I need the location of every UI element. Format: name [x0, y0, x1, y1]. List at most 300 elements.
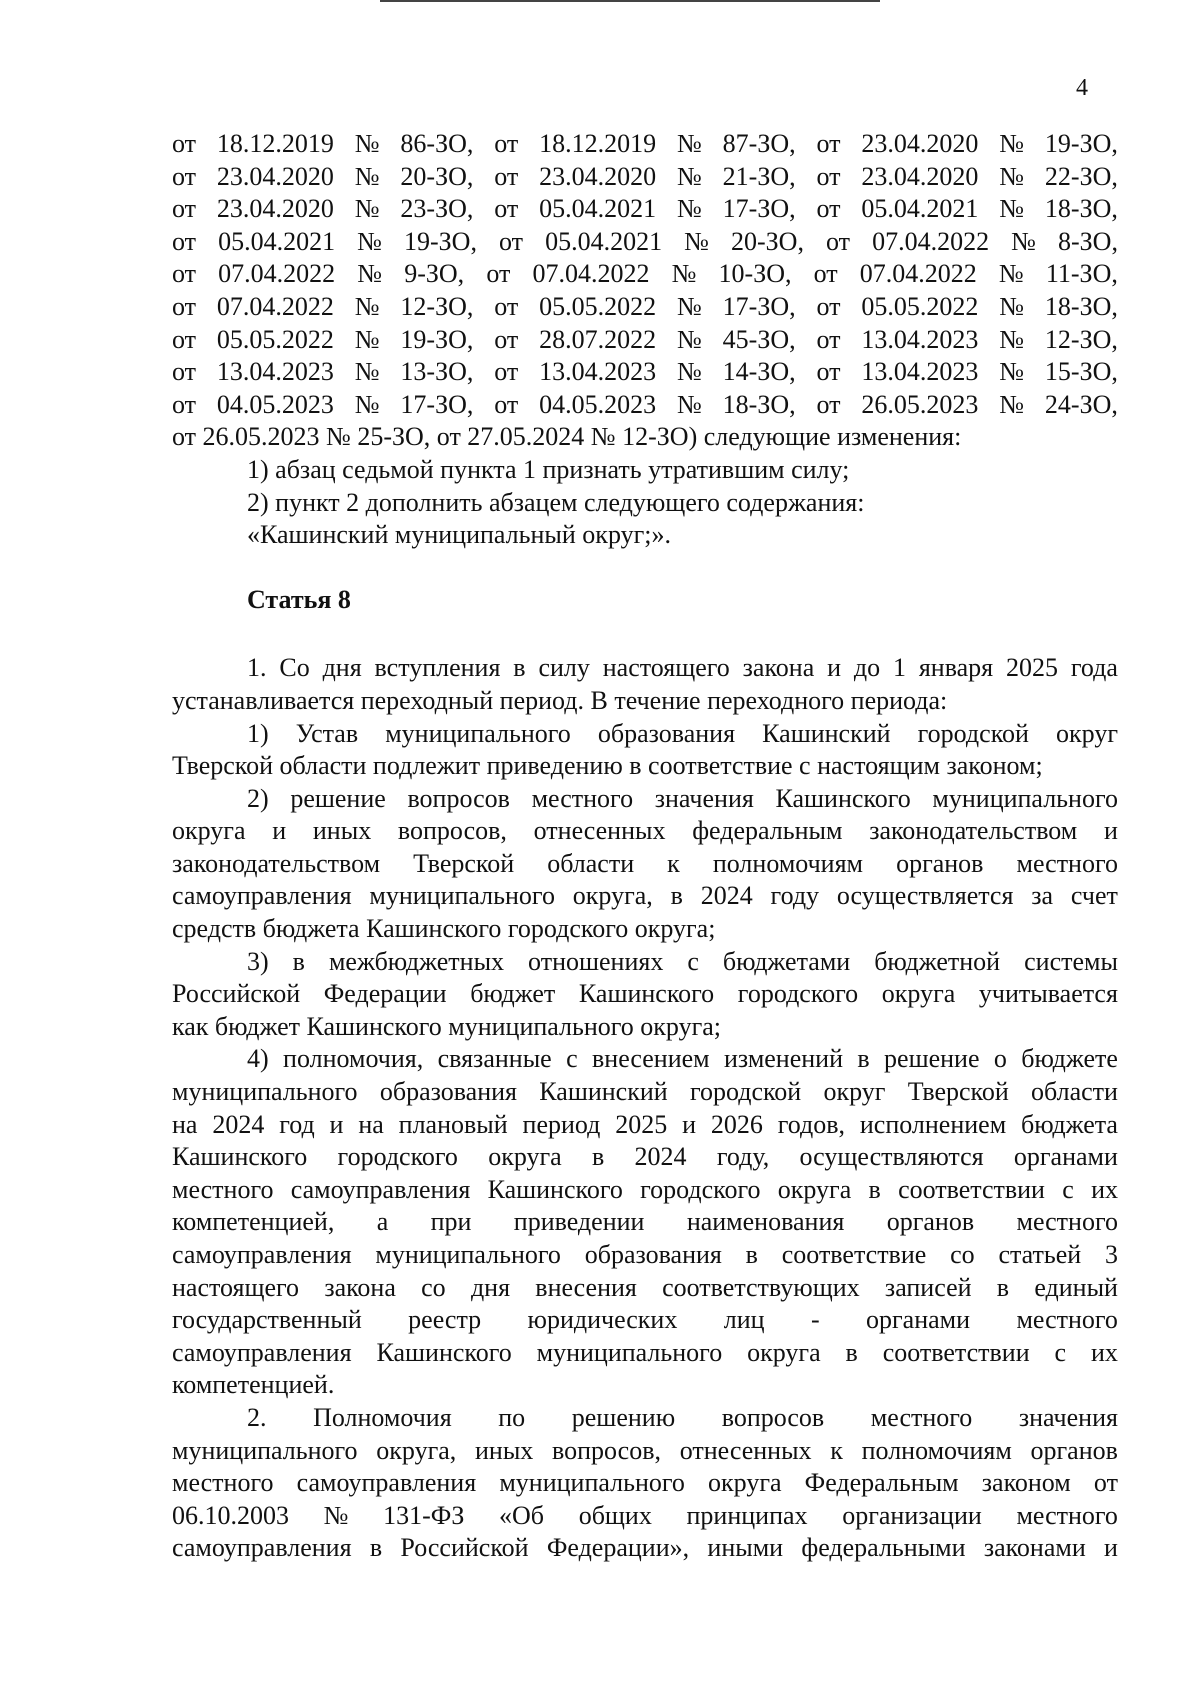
- article-p1-line: устанавливается переходный период. В течение переходного периода:: [172, 685, 948, 715]
- word: муниципального: [499, 1468, 685, 1498]
- word: плановый: [398, 1109, 508, 1139]
- word: округа,: [572, 881, 653, 911]
- word: принципах: [686, 1500, 808, 1530]
- word: Кашинский: [539, 1077, 668, 1107]
- law-references: [172, 128, 1118, 421]
- word: решение: [290, 783, 386, 813]
- reference-word: 8-ЗО,: [1057, 226, 1118, 256]
- reference-word: 9-ЗО,: [404, 259, 465, 289]
- word: 3): [247, 946, 269, 976]
- word: иных: [475, 1435, 534, 1465]
- word: 1): [247, 718, 269, 748]
- word: 2025: [615, 1109, 668, 1139]
- word: местного: [870, 1402, 973, 1432]
- reference-word: 05.05.2022: [861, 291, 979, 321]
- reference-word: 04.05.2023: [216, 389, 334, 419]
- word: муниципального: [369, 881, 555, 911]
- word: самоуправления: [172, 1533, 352, 1563]
- reference-word: 18-ЗО,: [1044, 194, 1118, 224]
- word: приведении: [513, 1207, 645, 1237]
- word: реестр: [408, 1305, 482, 1335]
- subitem-4-line: [172, 1174, 1118, 1207]
- subitem-3-line: [172, 978, 1118, 1011]
- word: на: [172, 1109, 198, 1139]
- reference-word: от: [494, 129, 519, 158]
- word: 2024: [700, 881, 753, 911]
- word: соответствующих: [662, 1272, 860, 1302]
- word: с: [566, 1044, 578, 1074]
- subitem-4-line: [172, 1109, 1118, 1142]
- word: единый: [1034, 1272, 1118, 1302]
- word: бюджетами: [722, 946, 851, 976]
- reference-word: 19-ЗО,: [403, 226, 477, 256]
- word: в: [369, 1533, 383, 1563]
- word: местного: [1016, 1500, 1118, 1530]
- word: вопросов: [721, 1402, 825, 1432]
- word: полномочиям: [861, 1435, 1012, 1465]
- reference-word: №: [677, 129, 702, 158]
- reference-word: №: [677, 194, 702, 224]
- word: округа,: [376, 1435, 457, 1465]
- word: Со: [279, 653, 310, 683]
- word: 2025: [1006, 653, 1058, 683]
- reference-word: №: [354, 129, 380, 158]
- word: Кашинского: [172, 1142, 308, 1172]
- word: их: [1090, 1337, 1118, 1367]
- word: -: [810, 1305, 820, 1335]
- references-last-line: от 26.05.2023 № 25-ЗО, от 27.05.2024 № 12-ЗО) следующие изменения:: [172, 422, 962, 452]
- word: внесения: [535, 1272, 637, 1302]
- word: с: [1062, 1174, 1074, 1204]
- reference-word: 05.05.2022: [539, 291, 657, 321]
- word: за: [1031, 881, 1054, 911]
- reference-word: 28.07.2022: [539, 324, 657, 354]
- reference-word: от: [816, 389, 841, 419]
- word: Кашинского: [376, 1337, 512, 1367]
- word: в: [857, 1044, 870, 1074]
- reference-word: №: [677, 357, 702, 387]
- word: году,: [716, 1142, 770, 1172]
- reference-word: от: [494, 324, 519, 354]
- word: записей: [884, 1272, 972, 1302]
- reference-word: от: [816, 161, 841, 191]
- word: бюджетной: [874, 946, 1001, 976]
- reference-word: от: [172, 324, 197, 354]
- word: при: [430, 1207, 472, 1237]
- word: законами: [983, 1533, 1086, 1563]
- word: городского: [337, 1142, 458, 1172]
- page-number: 4: [1076, 75, 1088, 101]
- word: законодательством: [172, 848, 381, 878]
- word: области: [1031, 1077, 1118, 1107]
- reference-word: №: [999, 324, 1025, 354]
- word: статьей: [998, 1240, 1082, 1269]
- word: 2): [247, 783, 269, 813]
- word: исполнением: [859, 1109, 1007, 1139]
- word: Российской: [172, 979, 301, 1009]
- word: о: [993, 1044, 1007, 1074]
- word: самоуправления: [172, 1240, 352, 1269]
- reference-word: от: [172, 161, 197, 191]
- reference-word: №: [999, 161, 1025, 191]
- word: силу: [538, 653, 590, 683]
- reference-word: от: [494, 357, 519, 387]
- reference-word: №: [354, 194, 380, 224]
- word: настоящего: [602, 653, 730, 683]
- reference-word: от: [816, 324, 841, 354]
- word: иных: [312, 816, 372, 846]
- word: изменений: [724, 1044, 844, 1074]
- word: с: [1054, 1337, 1067, 1367]
- subitem-4-line: [172, 1206, 1118, 1239]
- word: межбюджетных: [328, 946, 505, 976]
- reference-word: 07.04.2022: [872, 226, 990, 256]
- word: отнесенных: [679, 1435, 812, 1465]
- word: настоящего: [172, 1272, 300, 1302]
- change-item-1: 1) абзац седьмой пункта 1 признать утратившим силу;: [247, 454, 850, 484]
- reference-word: 21-ЗО,: [722, 161, 796, 191]
- reference-word: 04.05.2023: [539, 389, 657, 419]
- word: учитывается: [978, 979, 1118, 1009]
- word: государственный: [172, 1305, 362, 1335]
- word: вопросов,: [552, 1435, 661, 1465]
- subitem-2-line: [172, 783, 1118, 816]
- word: иными: [707, 1533, 784, 1563]
- word: полномочия,: [283, 1044, 424, 1074]
- reference-word: 12-ЗО,: [1044, 324, 1118, 354]
- reference-word: 13-ЗО,: [400, 357, 474, 387]
- word: внесением: [592, 1044, 710, 1074]
- reference-word: 13.04.2023: [216, 357, 334, 387]
- word: соответствие: [781, 1240, 927, 1269]
- reference-word: 07.04.2022: [532, 259, 650, 289]
- reference-word: №: [357, 259, 383, 289]
- article-p2-line: [172, 1500, 1118, 1533]
- word: в: [996, 1272, 1010, 1302]
- reference-word: №: [354, 291, 380, 321]
- word: Федерации»,: [546, 1533, 690, 1563]
- word: вступления: [374, 653, 501, 683]
- subitem-1-line: Тверской области подлежит приведению в соответствие с настоящим законом;: [172, 751, 1043, 781]
- reference-word: от: [172, 194, 197, 224]
- word: 2026: [710, 1109, 763, 1139]
- reference-word: 18-ЗО,: [1044, 291, 1118, 321]
- word: наименования: [686, 1207, 845, 1237]
- word: и: [827, 653, 842, 683]
- word: в: [745, 1240, 758, 1269]
- word: общих: [578, 1500, 652, 1530]
- word: января: [918, 653, 994, 683]
- word: соответствии: [882, 1337, 1030, 1367]
- reference-word: от: [172, 259, 197, 289]
- reference-word: 07.04.2022: [218, 259, 336, 289]
- reference-word: от: [813, 259, 838, 289]
- subitem-4-line: компетенцией.: [172, 1370, 335, 1400]
- reference-word: №: [677, 324, 702, 354]
- word: по: [498, 1402, 526, 1432]
- word: органами: [1013, 1142, 1118, 1172]
- word: 2.: [247, 1402, 267, 1432]
- reference-word: №: [999, 291, 1025, 321]
- reference-word: 05.04.2021: [539, 194, 657, 224]
- word: их: [1091, 1174, 1118, 1204]
- word: вопросов,: [397, 816, 507, 846]
- word: связанные: [437, 1044, 552, 1074]
- reference-word: от: [816, 129, 841, 158]
- word: муниципального: [536, 1337, 723, 1367]
- reference-word: 18-ЗО,: [722, 389, 796, 419]
- word: городской: [689, 1077, 802, 1107]
- reference-word: 20-ЗО,: [730, 226, 804, 256]
- word: со: [421, 1272, 446, 1302]
- word: образования: [584, 1240, 722, 1269]
- word: счет: [1070, 881, 1118, 911]
- reference-word: от: [172, 389, 197, 419]
- reference-line: [172, 193, 1118, 226]
- word: с: [687, 946, 699, 976]
- reference-word: №: [357, 226, 382, 256]
- word: округа: [777, 1174, 852, 1204]
- word: юридических: [527, 1305, 678, 1335]
- reference-word: от: [172, 291, 197, 321]
- word: местного: [1016, 1305, 1118, 1335]
- word: от: [1093, 1468, 1118, 1498]
- reference-word: №: [677, 389, 702, 419]
- reference-word: 19-ЗО,: [1044, 129, 1118, 158]
- subitem-2-line: [172, 815, 1118, 848]
- word: бюджете: [1021, 1044, 1118, 1074]
- word: 4): [247, 1044, 269, 1074]
- word: муниципального: [172, 1435, 358, 1465]
- reference-word: от: [816, 194, 841, 224]
- word: период: [522, 1109, 601, 1139]
- word: органами: [866, 1305, 971, 1335]
- reference-word: №: [999, 389, 1025, 419]
- word: 131-ФЗ: [383, 1500, 465, 1530]
- reference-word: 23.04.2020: [539, 161, 657, 191]
- word: образования: [597, 718, 736, 748]
- reference-word: 13.04.2023: [861, 324, 979, 354]
- word: осуществляется: [836, 881, 1014, 911]
- word: Тверской: [413, 848, 515, 878]
- word: бюджет: [470, 979, 556, 1009]
- word: Полномочия: [313, 1402, 452, 1432]
- reference-word: №: [671, 259, 697, 289]
- word: 2024: [212, 1109, 265, 1139]
- reference-word: №: [354, 324, 380, 354]
- reference-word: от: [494, 291, 519, 321]
- word: в: [591, 1142, 605, 1172]
- reference-word: от: [826, 226, 851, 256]
- word: области: [547, 848, 635, 878]
- word: местного: [531, 783, 634, 813]
- reference-word: 19-ЗО,: [400, 324, 474, 354]
- word: Устав: [295, 718, 359, 748]
- word: законодательством: [869, 816, 1078, 846]
- reference-line: [172, 389, 1118, 422]
- reference-word: 26.05.2023: [861, 389, 979, 419]
- reference-word: от: [816, 357, 841, 387]
- word: осуществляются: [799, 1142, 984, 1172]
- word: местного: [172, 1174, 274, 1204]
- subitem-4-line: [172, 1141, 1118, 1174]
- reference-word: 23-ЗО,: [400, 194, 474, 224]
- word: городского: [640, 1174, 761, 1204]
- word: местного: [1016, 848, 1118, 878]
- reference-word: 17-ЗО,: [722, 194, 796, 224]
- reference-word: 20-ЗО,: [400, 161, 474, 191]
- reference-line: [172, 356, 1118, 389]
- word: органов: [886, 1207, 975, 1237]
- word: в: [670, 881, 683, 911]
- subitem-4-line: [172, 1337, 1118, 1370]
- reference-word: от: [172, 129, 197, 158]
- word: и: [1104, 816, 1118, 846]
- word: округ: [1056, 718, 1118, 748]
- subitem-4-line: [172, 1272, 1118, 1305]
- word: в: [292, 946, 305, 976]
- word: к: [830, 1435, 843, 1465]
- word: Тверской: [907, 1077, 1009, 1107]
- article-p2-line: [172, 1435, 1118, 1468]
- reference-word: 23.04.2020: [861, 129, 979, 158]
- word: округ: [823, 1077, 886, 1107]
- reference-word: №: [998, 259, 1024, 289]
- reference-word: №: [1011, 226, 1036, 256]
- reference-line: [172, 324, 1118, 357]
- word: Кашинского: [578, 979, 715, 1009]
- reference-word: 87-ЗО,: [722, 129, 796, 158]
- document-body: [172, 128, 1118, 1565]
- word: на: [358, 1109, 384, 1139]
- word: до: [853, 653, 881, 683]
- subitem-3-line: [172, 946, 1118, 979]
- word: 3: [1105, 1240, 1118, 1269]
- reference-word: 23.04.2020: [216, 161, 334, 191]
- word: Кашинского: [775, 783, 911, 813]
- word: округа: [172, 816, 246, 846]
- word: и: [1104, 1533, 1118, 1563]
- word: №: [323, 1500, 349, 1530]
- word: самоуправления: [172, 1337, 352, 1367]
- word: полномочиям: [712, 848, 864, 878]
- word: года: [1070, 653, 1118, 683]
- reference-word: от: [816, 291, 841, 321]
- word: муниципального: [375, 1240, 561, 1269]
- reference-word: 14-ЗО,: [722, 357, 796, 387]
- reference-word: №: [354, 389, 380, 419]
- word: соответствии: [898, 1174, 1045, 1204]
- word: системы: [1024, 946, 1118, 976]
- word: вопросов: [407, 783, 510, 813]
- word: самоуправления: [172, 881, 352, 911]
- reference-word: 86-ЗО,: [400, 129, 474, 158]
- reference-word: 18.12.2019: [539, 129, 657, 158]
- reference-word: 05.04.2021: [218, 226, 336, 256]
- word: Кашинский: [762, 718, 891, 748]
- word: значения: [654, 783, 754, 813]
- reference-word: 05.04.2021: [545, 226, 663, 256]
- scan-edge: [380, 0, 880, 2]
- reference-word: 17-ЗО,: [722, 291, 796, 321]
- word: дня: [470, 1272, 511, 1302]
- subitem-4-line: [172, 1043, 1118, 1076]
- reference-word: 23.04.2020: [861, 161, 979, 191]
- reference-word: 45-ЗО,: [722, 324, 796, 354]
- word: годов,: [777, 1109, 846, 1139]
- word: муниципального: [385, 718, 571, 748]
- word: решению: [571, 1402, 676, 1432]
- word: 1: [892, 653, 906, 683]
- reference-word: от: [494, 194, 519, 224]
- word: и: [272, 816, 287, 846]
- subitem-2-line: [172, 880, 1118, 913]
- reference-word: №: [677, 291, 702, 321]
- word: «Об: [499, 1500, 545, 1530]
- reference-word: №: [677, 161, 702, 191]
- subitem-2-line: средств бюджета Кашинского городского округа;: [172, 914, 716, 944]
- reference-word: от: [486, 259, 511, 289]
- word: дня: [322, 653, 362, 683]
- reference-word: 05.05.2022: [216, 324, 334, 354]
- word: и: [682, 1109, 697, 1139]
- word: федеральными: [801, 1533, 966, 1563]
- word: закона: [324, 1272, 396, 1302]
- word: бюджета: [1021, 1109, 1118, 1139]
- reference-word: 11-ЗО,: [1045, 259, 1118, 289]
- reference-word: 22-ЗО,: [1044, 161, 1118, 191]
- word: органов: [896, 848, 984, 878]
- word: решение: [884, 1044, 980, 1074]
- word: федеральным: [692, 816, 843, 846]
- reference-word: от: [172, 226, 197, 256]
- word: в: [513, 653, 526, 683]
- subitem-2-line: [172, 848, 1118, 881]
- word: Федерации: [323, 979, 447, 1009]
- word: самоуправления: [290, 1174, 471, 1204]
- reference-word: 24-ЗО,: [1044, 389, 1118, 419]
- word: лиц: [723, 1305, 765, 1335]
- article-p2-line: [172, 1402, 1118, 1435]
- reference-word: №: [354, 357, 380, 387]
- subitem-1-line: [172, 718, 1118, 751]
- reference-word: 15-ЗО,: [1044, 357, 1118, 387]
- article-p2-line: [172, 1467, 1118, 1500]
- word: городской: [917, 718, 1029, 748]
- reference-word: от: [499, 226, 524, 256]
- reference-word: 07.04.2022: [216, 291, 334, 321]
- reference-word: 13.04.2023: [861, 357, 979, 387]
- reference-line: [172, 128, 1118, 161]
- word: Кашинского: [487, 1174, 623, 1204]
- word: муниципального: [932, 783, 1118, 813]
- word: муниципального: [172, 1077, 358, 1107]
- word: компетенцией,: [172, 1207, 335, 1237]
- reference-word: 10-ЗО,: [718, 259, 792, 289]
- reference-word: 07.04.2022: [859, 259, 977, 289]
- reference-word: 05.04.2021: [861, 194, 979, 224]
- word: в: [868, 1174, 881, 1204]
- reference-word: 23.04.2020: [216, 194, 334, 224]
- reference-word: 12-ЗО,: [400, 291, 474, 321]
- article-heading: Статья 8: [247, 584, 351, 614]
- word: округа: [747, 1337, 821, 1367]
- word: 1.: [247, 653, 267, 683]
- word: органов: [1030, 1435, 1118, 1465]
- subitem-4-line: [172, 1304, 1118, 1337]
- change-item-2: 2) пункт 2 дополнить абзацем следующего содержания:: [247, 487, 865, 517]
- reference-word: 13.04.2023: [539, 357, 657, 387]
